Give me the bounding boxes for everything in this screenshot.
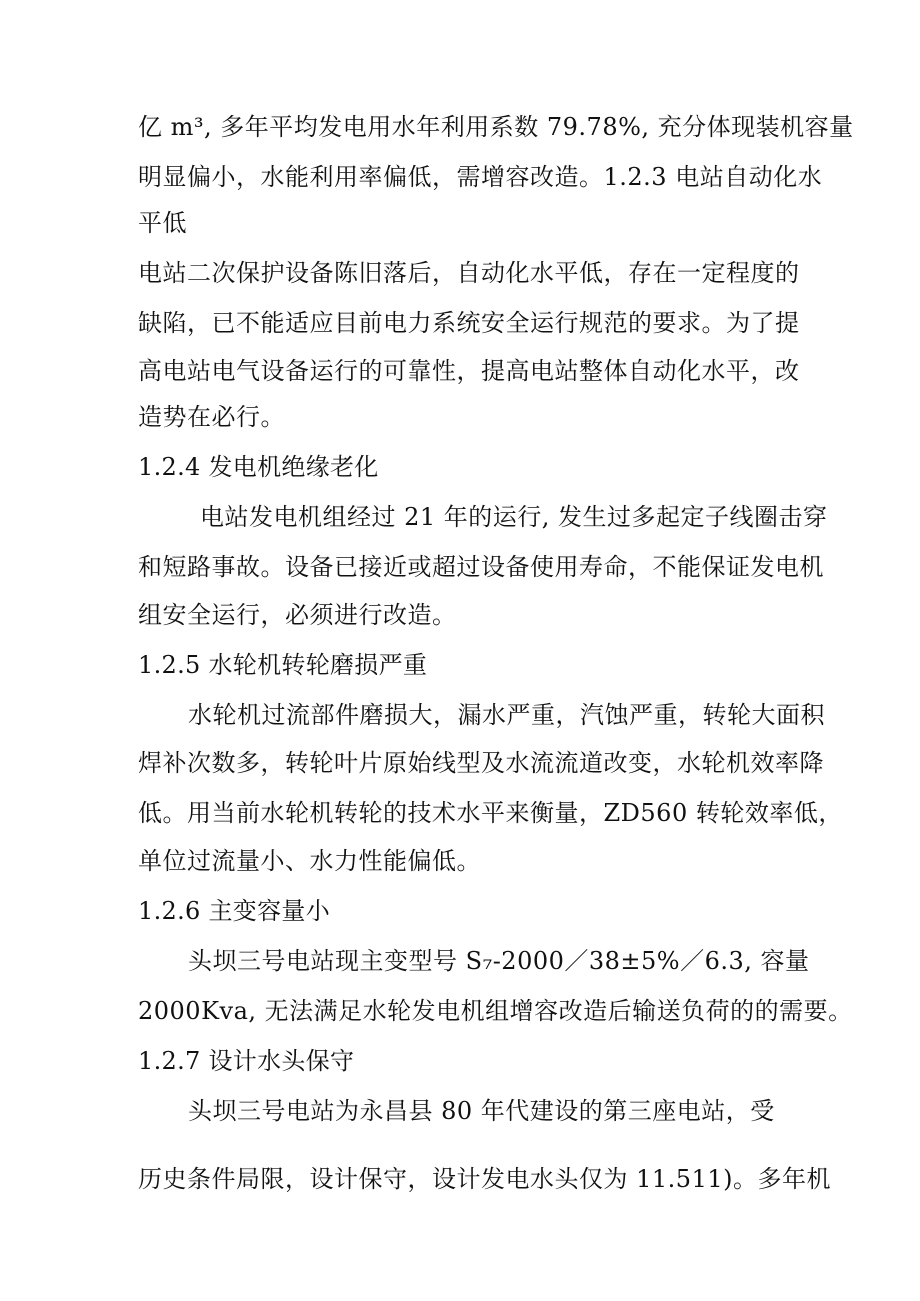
body-text-line: 电站二次保护设备陈旧落后，自动化水平低，存在一定程度的 [138, 259, 800, 287]
body-text-line: 亿 m³, 多年平均发电用水年利用系数 79.78%, 充分体现装机容量 [138, 113, 854, 141]
body-text-line: 单位过流量小、水力性能偏低。 [138, 847, 481, 875]
body-text-line: 历史条件局限，设计保守，设计发电水头仅为 11.511)。多年机 [138, 1165, 831, 1193]
body-text-line: 缺陷，已不能适应目前电力系统安全运行规范的要求。为了提 [138, 309, 800, 337]
body-text-line: 平低 [138, 209, 187, 237]
section-heading-1-2-6: 1.2.6 主变容量小 [138, 897, 330, 925]
section-heading-1-2-7: 1.2.7 设计水头保守 [138, 1047, 355, 1075]
body-text-line: 电站发电机组经过 21 年的运行, 发生过多起定子线圈击穿 [200, 503, 828, 531]
body-text-line: 焊补次数多，转轮叶片原始线型及水流流道改变，水轮机效率降 [138, 749, 824, 777]
body-text-line: 明显偏小，水能利用率偏低，需增容改造。1.2.3 电站自动化水 [138, 163, 823, 191]
section-heading-1-2-4: 1.2.4 发电机绝缘老化 [138, 453, 379, 481]
body-text-line: 2000Kva, 无法满足水轮发电机组增容改造后输送负荷的的需要。 [138, 997, 853, 1025]
body-text-line: 低。用当前水轮机转轮的技术水平来衡量，ZD560 转轮效率低， [138, 799, 843, 827]
section-heading-1-2-5: 1.2.5 水轮机转轮磨损严重 [138, 651, 428, 679]
body-text-line: 头坝三号电站为永昌县 80 年代建设的第三座电站，受 [188, 1097, 775, 1125]
body-text-line: 组安全运行，必须进行改造。 [138, 601, 457, 629]
body-text-line: 头坝三号电站现主变型号 S₇-2000／38±5%／6.3, 容量 [188, 947, 810, 975]
body-text-line: 和短路事故。设备已接近或超过设备使用寿命，不能保证发电机 [138, 553, 824, 581]
body-text-line: 水轮机过流部件磨损大，漏水严重，汽蚀严重，转轮大面积 [188, 701, 825, 729]
body-text-line: 造势在必行。 [138, 403, 285, 431]
body-text-line: 高电站电气设备运行的可靠性，提高电站整体自动化水平，改 [138, 357, 800, 385]
